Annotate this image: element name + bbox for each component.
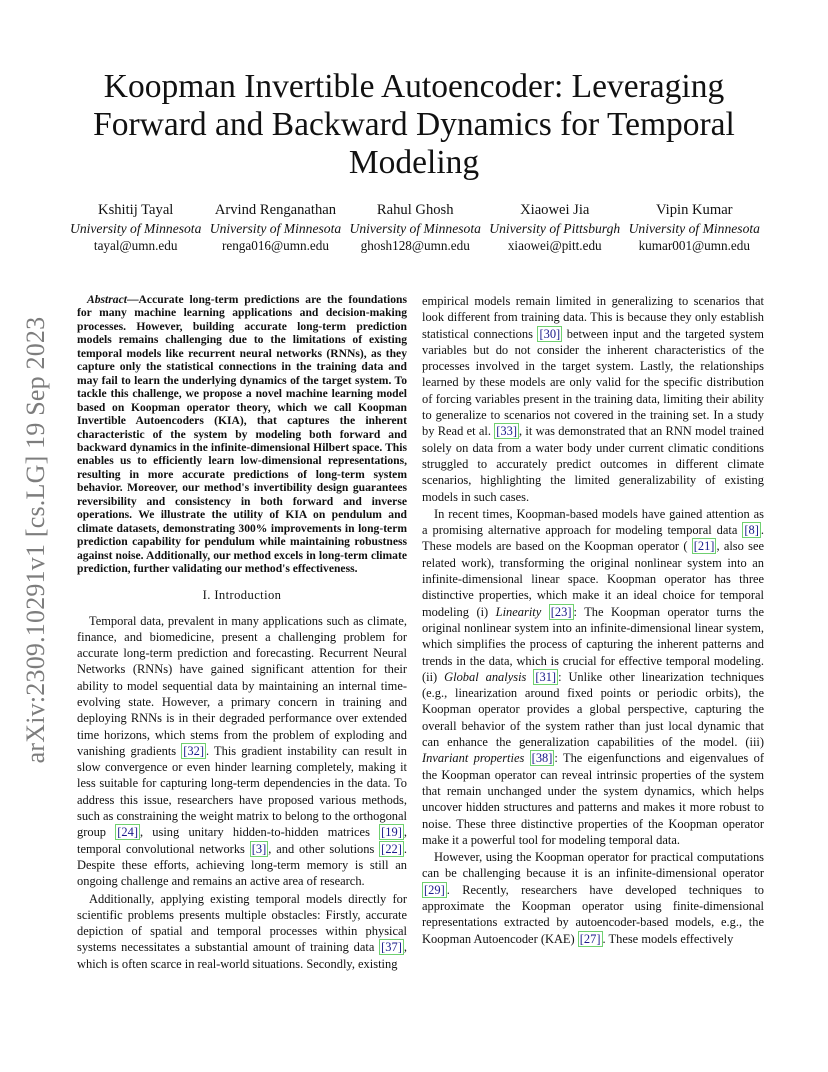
citation-link[interactable]: [37] [381,940,402,955]
author-affiliation: University of Minnesota [628,221,760,236]
citation-link[interactable]: [32] [183,743,204,758]
citation-link[interactable]: [31] [535,669,557,684]
author-email: tayal@umn.edu [93,238,178,253]
author-name: Xiaowei Jia [520,202,590,218]
author-block [350,202,481,254]
paragraph [422,293,764,505]
citation-link[interactable]: [19] [381,825,402,840]
paper-title: Koopman Invertible Autoencoder: Leveraging Forward and Backward Dynamics for Temporal Modeling [93,68,735,181]
paragraph-text: Additionally, applying existing temporal models directly for scientific problems presents multiple obstacles: Firstly, accurate depiction of spatial and temporal processes within physical systems necessitates a substantial amount of training data [77,891,407,955]
paragraph-text: . These models are based on the Koopman operator ( [422,523,764,554]
citation-link[interactable]: [38] [531,751,553,766]
abstract-text: —Accurate long-term predictions are the foundations for many machine learning applications and decision-making processes. However, building accurate long-term prediction models remains challenging due to the limitations of existing temporal models like recurrent neural networks (RNNs), as they capture only the statistical connections in the training data and may fail to learn the underlying dynamics of the target system. To tackle this challenge, we propose a novel machine learning model based on Koopman operator theory, which we call Koopman Invertible Autoencoders (KIA), that captures the inherent characteristic of the system by modeling both forward and backward dynamics in the infinite-dimensional Hilbert space. This enables us to efficiently learn low-dimensional representations, resulting in more accurate predictions of long-term system behavior. Moreover, our method's invertibility design guarantees reversibility and consistency in both forward and inverse operations. We illustrate the utility of KIA on pendulum and climate datasets, demonstrating 300% improvements in long-term prediction capability for pendulum while maintaining robustness against noise. Additionally, our method excels in long-term climate prediction, further validating our method's effectiveness. [77,293,407,576]
citation-link[interactable]: [3] [251,841,267,856]
emphasis-term: Global analysis [444,669,527,684]
emphasis-term: Linearity [495,604,542,619]
paragraph [77,891,407,972]
citation-link[interactable]: [23] [550,604,572,619]
author-name: Arvind Renganathan [214,202,337,218]
author-list [70,202,760,254]
citation-link[interactable]: [22] [381,841,402,856]
paragraph-text: In recent times, Koopman-based models have gained attention as a promising alternative approach for modeling temporal data [422,506,764,538]
paragraph-text: Temporal data, prevalent in many applications such as climate, finance, and biomedicine, present a challenging problem for accurate long-term prediction and forecasting. Recurrent Neural Networks (RNNs) have gained significant attention for their ability to model sequential data by maintaining an internal time-evolving state. However, a primary concern in training and deploying RNNs is in their degraded performance over extended time horizons, which stems from the problem of exploding and vanishing gradients [77,613,407,758]
citation-link[interactable]: [30] [539,326,561,341]
right-column [422,293,764,947]
paragraph-text: , using unitary hidden-to-hidden matrices [139,825,380,840]
paragraph-text: , it was demonstrated that an RNN model trained solely on data from a water body under current climatic conditions struggled to accurately predict outcomes in different climate scenarios, highlighting the limited generalizability of existing models in such cases. [422,424,764,504]
paragraph-text: , also see related work), transforming the original nonlinear system into an infinite-dimensional linear space. Koopman operator has three distinctive properties, which make it an ideal choice for temporal modeling (i) [422,539,764,619]
author-email: kumar001@umn.edu [638,238,750,253]
arxiv-stamp-text: arXiv:2309.10291v1 [cs.LG] 19 Sep 2023 [21,316,50,764]
paragraph-text: . This gradient instability can result in slow convergence or even hinder learning completely, making it less suitable for capturing long-term dependencies in the data. To address this issue, researchers have proposed various methods, such as constraining the weight matrix to belong to the orthogonal group [77,743,407,840]
paragraph-text: : The eigenfunctions and eigenvalues of the Koopman operator can reveal intrinsic properties of the system that remain unchanged under the system dynamics, which helps uncover hidden structures and patterns and makes it more robust to noise. These three distinctive properties of the Koopman operator make it a powerful tool for modeling temporal data. [422,751,764,847]
paragraph [77,613,407,890]
citation-link[interactable]: [29] [424,882,445,897]
author-block [489,202,620,254]
paragraph-text: , temporal convolutional networks [77,825,407,856]
paragraph-text: , and other solutions [268,841,380,856]
paragraph [422,849,764,947]
paragraph-text: between input and the targeted system variables but do not consider the inherent characteristics of the processes involved in the target system. Lastly, the relationships learned by these models are only valid for the specific distribution of forcing variables present in the training data, limiting their ability to generalize to scenarios not covered in the training set. In a study by Read et al. [422,326,764,439]
paragraph-text [524,751,529,765]
section-heading-introduction: I. Introduction [202,587,282,602]
paragraph-text: . Despite these efforts, achieving long-term memory is still an ongoing challenge and remains an active area of research. [77,841,408,889]
abstract-label: Abstract [87,293,127,306]
citation-link[interactable]: [33] [496,424,517,439]
paragraph-text: : Unlike other linearization techniques (e.g., linearization around fixed points or periodic orbits), the Koopman operator provides a global perspective, capturing the overall behavior of the system rather than just local dynamic that can enhance the generalization capabilities of the model. (iii) [422,669,764,750]
paragraph-text: . Recently, researchers have developed techniques to approximate the Koopman operator using finite-dimensional representations extracted by autoencoder-based models, e.g., the Koopman Autoencoder (KAE) [422,882,764,946]
author-name: Kshitij Tayal [98,202,174,218]
paragraph-text: : The Koopman operator turns the original nonlinear system into an infinite-dimensional linear system, which simplifies the process of capturing the inherent patterns and trends in the data, which is crucial for effective temporal modeling. (ii) [422,604,764,684]
author-email: ghosh128@umn.edu [360,238,470,253]
citation-link[interactable]: [21] [693,539,715,554]
author-name: Rahul Ghosh [376,202,454,218]
citation-link[interactable]: [27] [579,931,601,946]
paragraph [422,506,764,848]
author-block [70,202,201,254]
paragraph-text: , which is often scarce in real-world situations. Secondly, existing [77,940,407,971]
emphasis-term: Invariant properties [422,751,525,766]
author-block [210,202,341,254]
author-affiliation: University of Minnesota [70,221,202,236]
paragraph-text [541,605,548,619]
author-name: Vipin Kumar [656,202,733,218]
author-affiliation: University of Minnesota [209,221,342,236]
paragraph-text: However, using the Koopman operator for practical computations can be challenging because it is an infinite-dimensional operator [422,850,764,881]
abstract [77,293,407,576]
author-affiliation: University of Minnesota [349,221,481,236]
paragraph-text: empirical models remain limited in generalizing to scenarios that look different from training data. This is because they only establish statistical connections [422,294,764,341]
citation-link[interactable]: [8] [744,523,759,538]
author-email: xiaowei@pitt.edu [507,238,602,253]
citation-link[interactable]: [24] [117,825,138,840]
author-block [629,202,760,254]
paragraph-text: . These models effectively [602,931,734,946]
author-email: renga016@umn.edu [221,238,329,253]
author-affiliation: University of Pittsburgh [489,221,621,236]
left-column [77,293,407,972]
arxiv-stamp [16,300,56,780]
